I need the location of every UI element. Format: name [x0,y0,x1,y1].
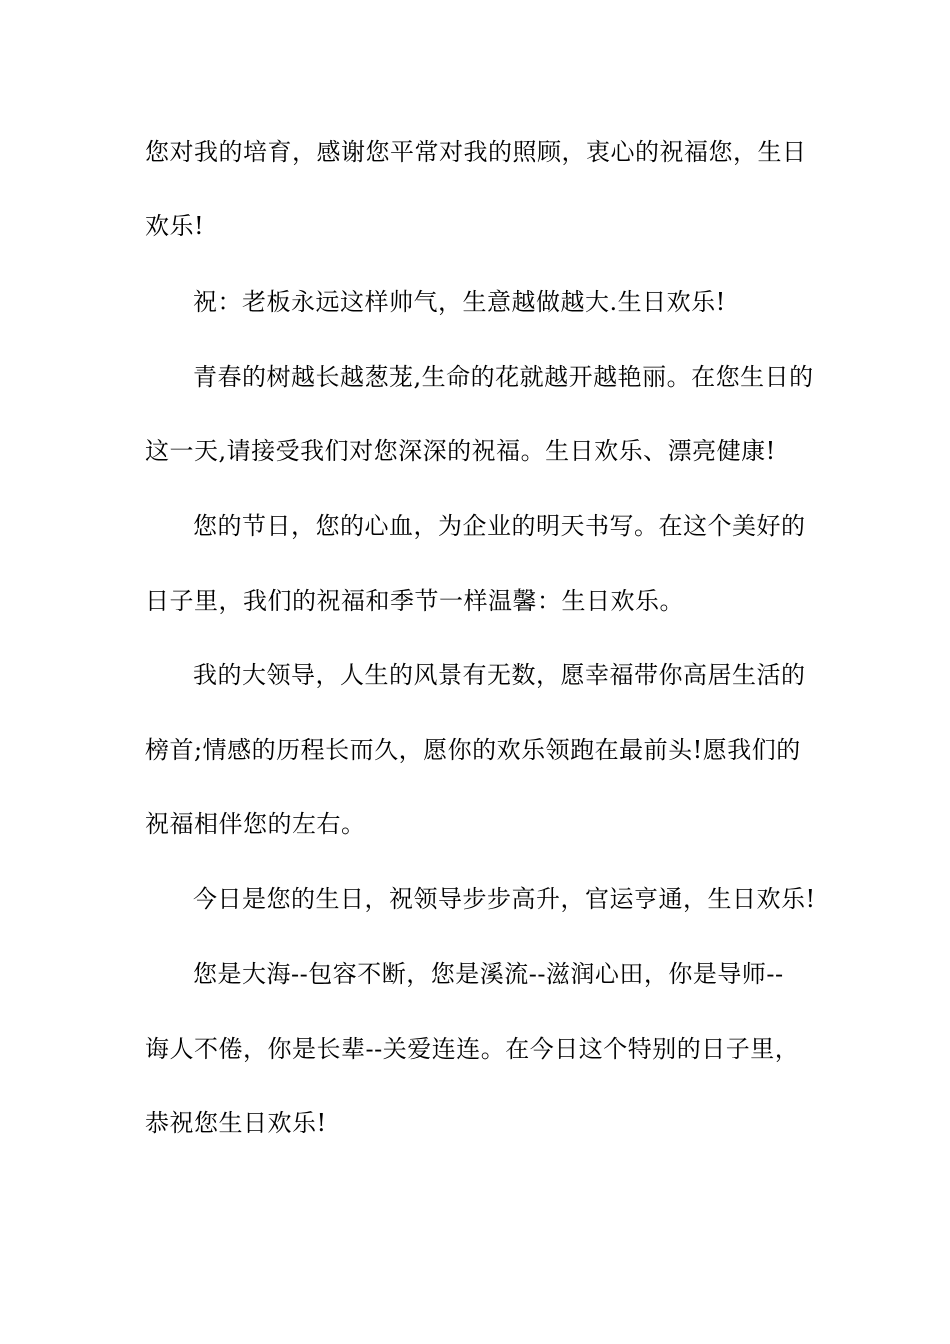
text-line-5: 这一天,请接受我们对您深深的祝福。生日欢乐、漂亮健康! [145,437,776,465]
text-line-13: 诲人不倦，你是长辈--关爱连连。在今日这个特别的日子里， [145,1035,800,1063]
text-line-3: 祝：老板永远这样帅气，生意越做越大.生日欢乐! [193,288,726,316]
text-line-6: 您的节日，您的心血，为企业的明天书写。在这个美好的 [193,512,806,540]
text-line-4: 青春的树越长越葱茏,生命的花就越开越艳丽。在您生日的 [193,363,814,391]
text-line-10: 祝福相伴您的左右。 [145,810,366,838]
text-line-12: 您是大海--包容不断，您是溪流--滋润心田，你是导师-- [193,960,784,988]
text-line-7: 日子里，我们的祝福和季节一样温馨：生日欢乐。 [145,587,684,615]
text-line-1: 您对我的培育，感谢您平常对我的照顾，衷心的祝福您，生日 [145,138,807,166]
text-line-9: 榜首;情感的历程长而久，愿你的欢乐领跑在最前头!愿我们的 [145,736,801,764]
text-line-2: 欢乐! [145,212,205,240]
text-line-8: 我的大领导，人生的风景有无数，愿幸福带你高居生活的 [193,661,806,689]
text-line-11: 今日是您的生日，祝领导步步高升，官运亨通，生日欢乐! [193,885,816,913]
text-line-14: 恭祝您生日欢乐! [145,1109,327,1137]
